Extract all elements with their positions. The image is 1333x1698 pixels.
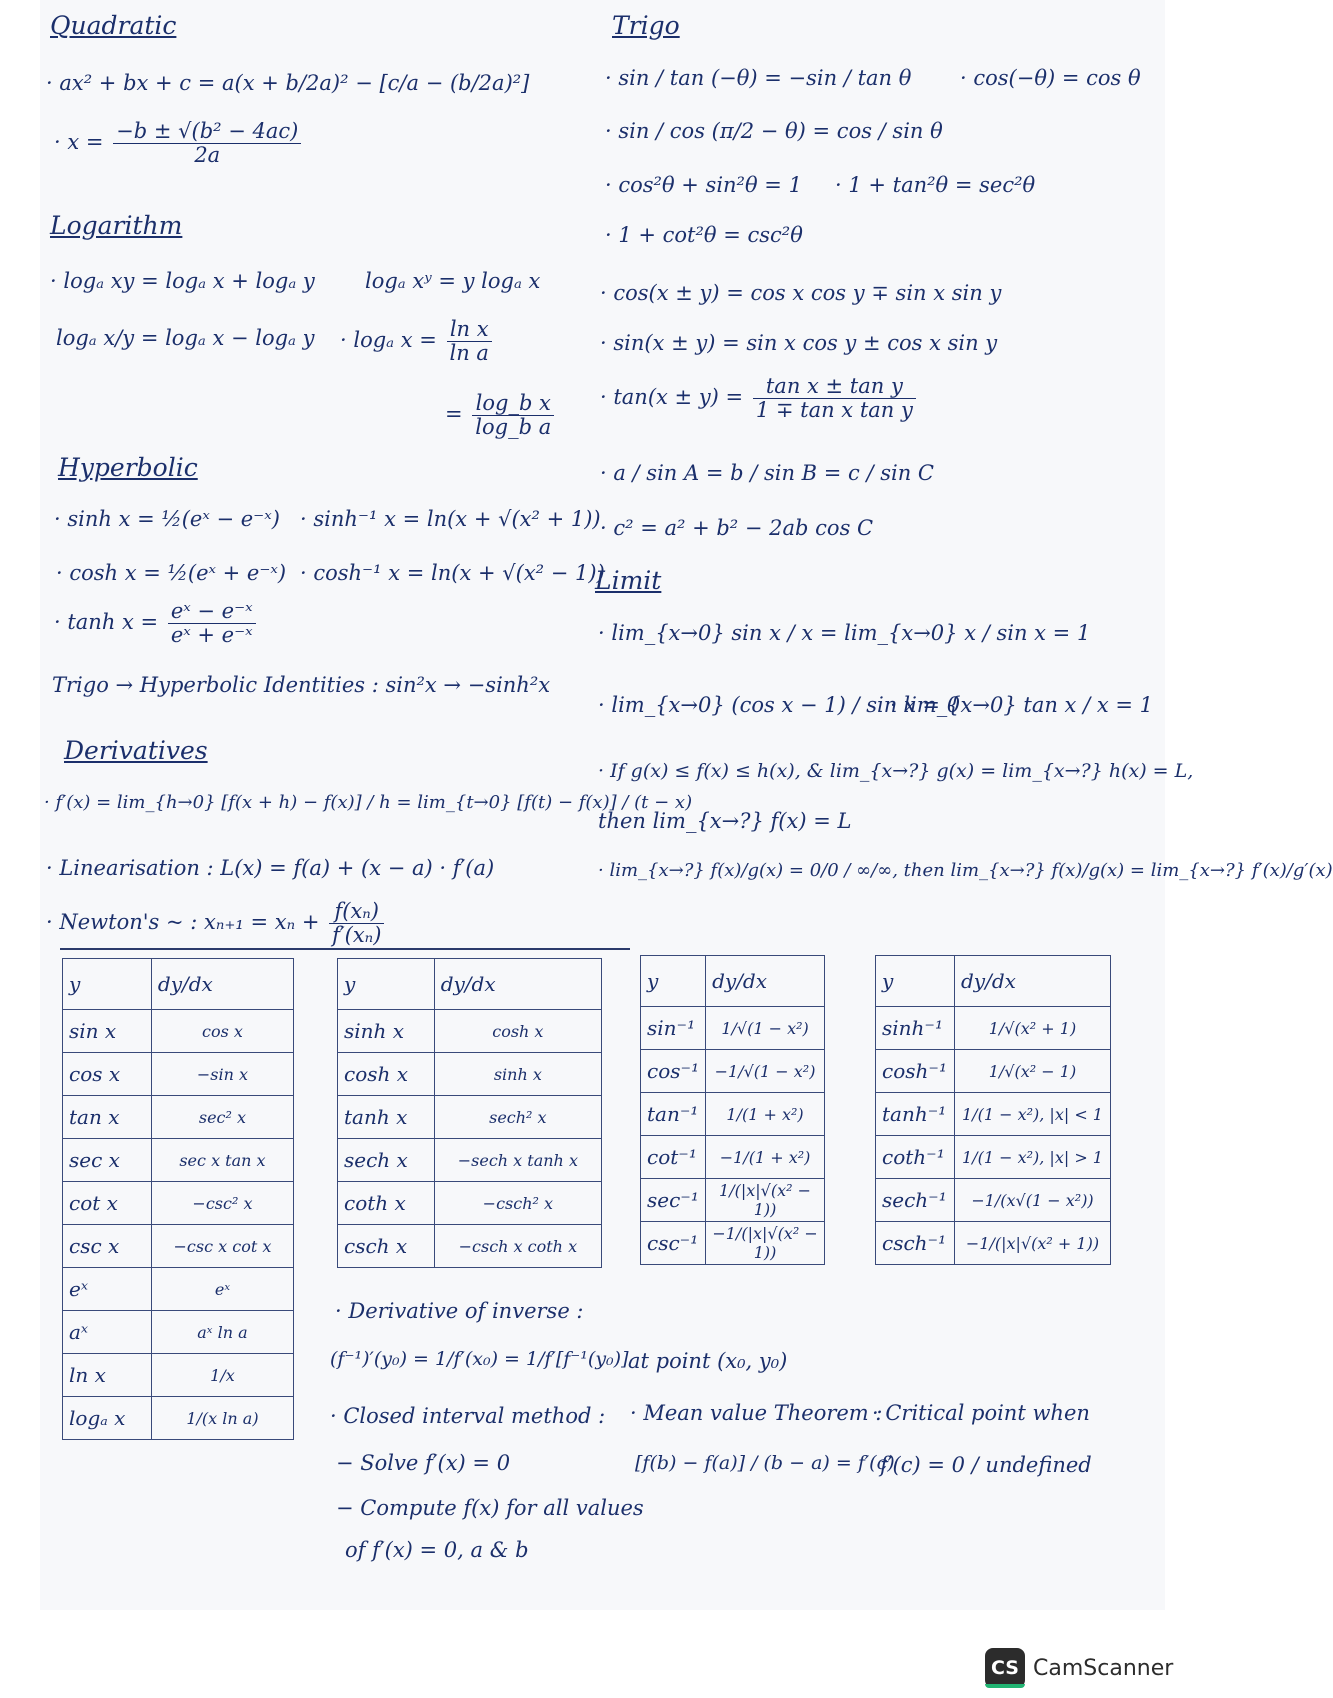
log-change-of-base-prefix: · logₐ x =: [340, 328, 437, 353]
derivative-table-hyperbolic: [337, 958, 602, 1268]
hyperbolic-heading: Hyperbolic: [58, 453, 198, 482]
mean-value-theorem-formula: [f(b) − f(a)] / (b − a) = f′(c): [635, 1452, 895, 1474]
function-cell: sech x: [338, 1139, 435, 1182]
function-cell: sinh x: [338, 1010, 435, 1053]
log-change-of-base-alt-prefix: =: [445, 402, 463, 427]
table-row: [641, 1222, 825, 1265]
derivative-cell: sec² x: [151, 1096, 293, 1139]
log-product-rule: · logₐ xy = logₐ x + logₐ y: [50, 269, 315, 293]
derivative-of-inverse-point: at point (x₀, y₀): [628, 1349, 788, 1373]
table-row: [63, 1139, 294, 1182]
function-cell: cot⁻¹: [641, 1136, 706, 1179]
derivative-table-inverse-trig: [640, 955, 825, 1265]
table-row: [641, 1050, 825, 1093]
pythagorean-identity: · cos²θ + sin²θ = 1: [605, 173, 802, 197]
derivative-of-inverse-formula: (f⁻¹)′(y₀) = 1/f′(x₀) = 1/f′[f⁻¹(y₀)]: [330, 1348, 629, 1370]
table-row: [338, 1225, 602, 1268]
law-of-cosines: · c² = a² + b² − 2ab cos C: [600, 516, 874, 540]
sin-sum-formula: · sin(x ± y) = sin x cos y ± cos x sin y: [600, 331, 998, 355]
function-cell: sec⁻¹: [641, 1179, 706, 1222]
closed-interval-step-3: of f′(x) = 0, a & b: [345, 1538, 529, 1562]
newtons-method-formula: [46, 900, 387, 947]
function-cell: cosh x: [338, 1053, 435, 1096]
table-row: [641, 1179, 825, 1222]
trig-cofunction-identity: · sin / cos (π/2 − θ) = cos / sin θ: [605, 119, 943, 143]
logarithm-heading: Logarithm: [50, 211, 183, 240]
derivative-cell: 1/(|x|√(x² − 1)): [706, 1179, 825, 1222]
table-row: [641, 1093, 825, 1136]
derivative-cell: −sech x tanh x: [434, 1139, 601, 1182]
derivative-cell: 1/√(x² − 1): [954, 1050, 1110, 1093]
function-cell: sech⁻¹: [876, 1179, 955, 1222]
quadratic-heading: Quadratic: [50, 11, 177, 40]
derivative-cell: 1/x: [151, 1354, 293, 1397]
derivative-table-trig: [62, 958, 294, 1440]
camscanner-watermark: [985, 1648, 1173, 1688]
table-row: [338, 1096, 602, 1139]
function-cell: tan⁻¹: [641, 1093, 706, 1136]
derivative-cell: −csc² x: [151, 1182, 293, 1225]
table-header-dydx: dy/dx: [954, 956, 1110, 1007]
function-cell: aˣ: [63, 1311, 152, 1354]
arccosh-formula: · cosh⁻¹ x = ln(x + √(x² − 1)): [300, 561, 605, 585]
quadratic-formula-prefix: · x =: [54, 130, 104, 155]
table-row: [338, 1053, 602, 1096]
limit-cosx-minus-1: · lim_{x→0} (cos x − 1) / sin x = 0: [598, 693, 961, 717]
table-row: [63, 1354, 294, 1397]
squeeze-theorem-condition: · If g(x) ≤ f(x) ≤ h(x), & lim_{x→?} g(x) = lim_{x→?} h(x) = L,: [598, 760, 1194, 782]
log-change-of-base-alt: [445, 392, 557, 439]
function-cell: coth x: [338, 1182, 435, 1225]
table-row: [63, 1053, 294, 1096]
cos-sum-formula: · cos(x ± y) = cos x cos y ∓ sin x sin y: [600, 281, 1002, 305]
table-row: [876, 1007, 1111, 1050]
limit-sinx-over-x: · lim_{x→0} sin x / x = lim_{x→0} x / sin x = 1: [598, 621, 1091, 645]
function-cell: eˣ: [63, 1268, 152, 1311]
tanh-denominator: eˣ + e⁻ˣ: [170, 623, 253, 648]
limit-heading: Limit: [595, 566, 662, 595]
derivative-cell: −1/(|x|√(x² + 1)): [954, 1222, 1110, 1265]
table-row: [876, 1179, 1111, 1222]
table-row: [641, 1136, 825, 1179]
table-row: [63, 1311, 294, 1354]
derivative-cell: −1/√(1 − x²): [706, 1050, 825, 1093]
table-row: [338, 1182, 602, 1225]
squeeze-theorem-conclusion: then lim_{x→?} f(x) = L: [598, 809, 852, 833]
function-cell: cosh⁻¹: [876, 1050, 955, 1093]
tan-sum-prefix: · tan(x ± y) =: [600, 385, 744, 410]
closed-interval-step-1: − Solve f′(x) = 0: [336, 1451, 511, 1475]
table-top-rule: [60, 948, 630, 950]
table-row: [876, 1136, 1111, 1179]
table-row: [876, 1050, 1111, 1093]
function-cell: csc x: [63, 1225, 152, 1268]
derivative-cell: −1/(1 + x²): [706, 1136, 825, 1179]
derivative-cell: 1/√(x² + 1): [954, 1007, 1110, 1050]
cosh-definition: · cosh x = ½(eˣ + e⁻ˣ): [56, 561, 287, 585]
closed-interval-step-2: − Compute f(x) for all values: [336, 1496, 644, 1520]
derivative-cell: 1/(1 − x²), |x| < 1: [954, 1093, 1110, 1136]
function-cell: sec x: [63, 1139, 152, 1182]
function-cell: ln x: [63, 1354, 152, 1397]
trig-odd-identity: · sin / tan (−θ) = −sin / tan θ: [605, 66, 912, 90]
camscanner-logo-text: CamScanner: [1033, 1655, 1174, 1681]
derivative-cell: aˣ ln a: [151, 1311, 293, 1354]
function-cell: tanh⁻¹: [876, 1093, 955, 1136]
quadratic-completing-square: · ax² + bx + c = a(x + b/2a)² − [c/a − (b/2a)²]: [46, 71, 530, 95]
log-b-numerator: log_b x: [472, 392, 554, 416]
mean-value-theorem-title: · Mean value Theorem :: [630, 1401, 883, 1425]
cot-csc-identity: · 1 + cot²θ = csc²θ: [605, 223, 803, 247]
function-cell: logₐ x: [63, 1397, 152, 1440]
tan-sum-denominator: 1 ∓ tan x tan y: [755, 398, 913, 423]
camscanner-logo-icon: CS: [985, 1648, 1025, 1688]
quadratic-formula-denominator: 2a: [194, 143, 221, 168]
derivative-cell: 1/(x ln a): [151, 1397, 293, 1440]
trigo-heading: Trigo: [612, 11, 680, 40]
derivative-of-inverse-title: · Derivative of inverse :: [335, 1299, 584, 1323]
log-power-rule: logₐ xʸ = y logₐ x: [365, 269, 541, 293]
function-cell: csch x: [338, 1225, 435, 1268]
newtons-numerator: f(xₙ): [329, 900, 384, 924]
derivative-cell: 1/√(1 − x²): [706, 1007, 825, 1050]
arcsinh-formula: · sinh⁻¹ x = ln(x + √(x² + 1)): [300, 507, 601, 531]
log-ln-numerator: ln x: [447, 318, 492, 342]
function-cell: sinh⁻¹: [876, 1007, 955, 1050]
tan-sum-numerator: tan x ± tan y: [753, 375, 916, 399]
derivatives-heading: Derivatives: [64, 736, 208, 765]
trig-even-identity: · cos(−θ) = cos θ: [960, 66, 1141, 90]
tan-sec-identity: · 1 + tan²θ = sec²θ: [835, 173, 1036, 197]
derivative-cell: cos x: [151, 1010, 293, 1053]
table-row: [338, 1010, 602, 1053]
table-row: [876, 1093, 1111, 1136]
table-row: [641, 1007, 825, 1050]
derivative-cell: −sin x: [151, 1053, 293, 1096]
derivative-cell: −csch x coth x: [434, 1225, 601, 1268]
table-header-dydx: dy/dx: [434, 959, 601, 1010]
table-header-dydx: dy/dx: [151, 959, 293, 1010]
derivative-cell: cosh x: [434, 1010, 601, 1053]
derivative-cell: sec x tan x: [151, 1139, 293, 1182]
derivative-cell: sech² x: [434, 1096, 601, 1139]
derivative-cell: −1/(|x|√(x² − 1)): [706, 1222, 825, 1265]
derivative-cell: −csch² x: [434, 1182, 601, 1225]
table-row: [63, 1397, 294, 1440]
limit-tanx-over-x: · lim_{x→0} tan x / x = 1: [890, 693, 1153, 717]
log-change-of-base: [340, 318, 495, 365]
law-of-sines: · a / sin A = b / sin B = c / sin C: [600, 461, 934, 485]
quadratic-formula-numerator: −b ± √(b² − 4ac): [113, 120, 301, 144]
critical-point-condition: f′(c) = 0 / undefined: [880, 1453, 1092, 1477]
tanh-definition-prefix: · tanh x =: [54, 610, 159, 635]
table-header-y: y: [876, 956, 955, 1007]
table-header-dydx: dy/dx: [706, 956, 825, 1007]
linearisation-formula: · Linearisation : L(x) = f(a) + (x − a) · f′(a): [46, 856, 495, 880]
log-ln-denominator: ln a: [449, 341, 489, 366]
lhopitals-rule: · lim_{x→?} f(x)/g(x) = 0/0 / ∞/∞, then lim_{x→?} f(x)/g(x) = lim_{x→?} f′(x)/g′(x): [598, 860, 1333, 881]
table-header-y: y: [63, 959, 152, 1010]
tan-sum-formula: [600, 375, 919, 422]
function-cell: sin x: [63, 1010, 152, 1053]
derivative-cell: sinh x: [434, 1053, 601, 1096]
derivative-cell: −csc x cot x: [151, 1225, 293, 1268]
table-row: [876, 1222, 1111, 1265]
critical-point-title: · Critical point when: [872, 1401, 1090, 1425]
function-cell: tanh x: [338, 1096, 435, 1139]
derivative-table-inverse-hyperbolic: [875, 955, 1111, 1265]
derivative-cell: −1/(x√(1 − x²)): [954, 1179, 1110, 1222]
sinh-definition: · sinh x = ½(eˣ − e⁻ˣ): [54, 507, 280, 531]
function-cell: cot x: [63, 1182, 152, 1225]
table-row: [63, 1225, 294, 1268]
table-row: [63, 1096, 294, 1139]
function-cell: csch⁻¹: [876, 1222, 955, 1265]
function-cell: tan x: [63, 1096, 152, 1139]
table-header-y: y: [338, 959, 435, 1010]
quadratic-formula: [54, 120, 304, 167]
function-cell: cos x: [63, 1053, 152, 1096]
table-row: [63, 1268, 294, 1311]
derivative-cell: 1/(1 + x²): [706, 1093, 825, 1136]
trigo-hyperbolic-identities: Trigo → Hyperbolic Identities : sin²x → −sinh²x: [52, 673, 551, 697]
closed-interval-title: · Closed interval method :: [330, 1404, 606, 1428]
derivative-definition: · f′(x) = lim_{h→0} [f(x + h) − f(x)] / h = lim_{t→0} [f(t) − f(x)] / (t − x): [44, 792, 693, 813]
tanh-definition: [54, 600, 259, 647]
tanh-numerator: eˣ − e⁻ˣ: [168, 600, 256, 624]
log-b-denominator: log_b a: [475, 415, 552, 440]
table-header-y: y: [641, 956, 706, 1007]
log-quotient-rule: logₐ x/y = logₐ x − logₐ y: [56, 326, 315, 350]
function-cell: csc⁻¹: [641, 1222, 706, 1265]
table-row: [63, 1010, 294, 1053]
table-row: [338, 1139, 602, 1182]
newtons-denominator: f′(xₙ): [332, 923, 382, 948]
function-cell: sin⁻¹: [641, 1007, 706, 1050]
derivative-cell: eˣ: [151, 1268, 293, 1311]
newtons-method-prefix: · Newton's ~ : xₙ₊₁ = xₙ +: [46, 910, 320, 935]
table-row: [63, 1182, 294, 1225]
function-cell: cos⁻¹: [641, 1050, 706, 1093]
function-cell: coth⁻¹: [876, 1136, 955, 1179]
derivative-cell: 1/(1 − x²), |x| > 1: [954, 1136, 1110, 1179]
